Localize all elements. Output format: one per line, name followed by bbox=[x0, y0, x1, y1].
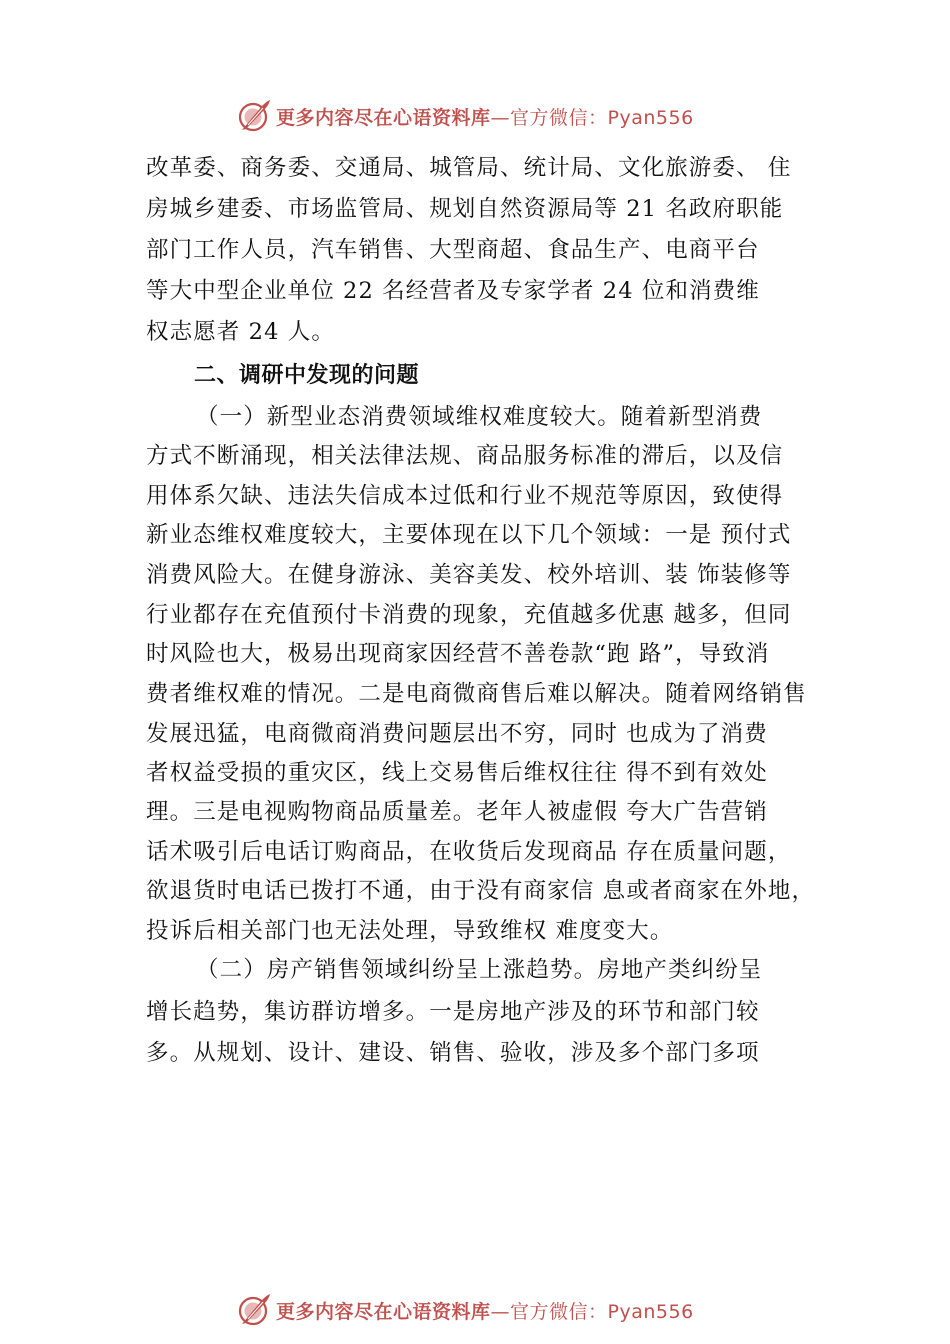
footer-watermark bbox=[236, 1290, 694, 1330]
body-line: 行业都存在充值预付卡消费的现象，充值越多优惠 越多，但同 bbox=[146, 602, 792, 628]
body-line: 新业态维权难度较大，主要体现在以下几个领域：一是 预付式 bbox=[146, 522, 792, 548]
body-line: 理。三是电视购物商品质量差。老年人被虚假 夸大广告营销 bbox=[146, 799, 768, 825]
body-line: 部门工作人员，汽车销售、大型商超、食品生产、电商平台 bbox=[146, 237, 760, 263]
body-line: 权志愿者 24 人。 bbox=[146, 319, 335, 345]
quill-pen-seal-icon bbox=[236, 98, 272, 134]
body-line: 话术吸引后电话订购商品，在收货后发现商品 存在质量问题， bbox=[146, 839, 792, 865]
section-heading: 二、调研中发现的问题 bbox=[194, 363, 420, 388]
body-line: 等大中型企业单位 22 名经营者及专家学者 24 位和消费维 bbox=[146, 278, 760, 304]
header-watermark bbox=[236, 96, 694, 136]
watermark-lead-text: 更多内容尽在心语资料库 bbox=[276, 106, 491, 129]
watermark-tail-text: —官方微信：Pyan556 bbox=[490, 1300, 694, 1323]
body-line: 多。从规划、设计、建设、销售、验收，涉及多个部门多项 bbox=[146, 1040, 760, 1066]
watermark-tail-text: —官方微信：Pyan556 bbox=[490, 106, 694, 129]
body-line: 改革委、商务委、交通局、城管局、统计局、文化旅游委、 住 bbox=[146, 155, 792, 181]
body-line: 发展迅猛，电商微商消费问题层出不穷，同时 也成为了消费 bbox=[146, 721, 768, 747]
body-line: 投诉后相关部门也无法处理，导致维权 难度变大。 bbox=[146, 918, 674, 944]
body-line: 增长趋势，集访群访增多。一是房地产涉及的环节和部门较 bbox=[146, 999, 760, 1025]
body-line: 时风险也大，极易出现商家因经营不善卷款“跑 路”，导致消 bbox=[146, 641, 770, 667]
body-line: 消费风险大。在健身游泳、美容美发、校外培训、装 饰装修等 bbox=[146, 562, 792, 588]
body-line: 者权益受损的重灾区，线上交易售后维权往往 得不到有效处 bbox=[146, 760, 768, 786]
body-line: （二）房产销售领域纠纷呈上涨趋势。房地产类纠纷呈 bbox=[196, 957, 763, 983]
body-line: 费者维权难的情况。二是电商微商售后难以解决。随着网络销售 bbox=[146, 681, 807, 707]
body-line: 房城乡建委、市场监管局、规划自然资源局等 21 名政府职能 bbox=[146, 196, 784, 222]
body-line: 欲退货时电话已拨打不通，由于没有商家信 息或者商家在外地， bbox=[146, 878, 816, 904]
watermark-lead-text: 更多内容尽在心语资料库 bbox=[276, 1300, 491, 1323]
body-line: 用体系欠缺、违法失信成本过低和行业不规范等原因，致使得 bbox=[146, 483, 784, 509]
quill-pen-seal-icon bbox=[236, 1292, 272, 1328]
body-line: 方式不断涌现，相关法律法规、商品服务标准的滞后，以及信 bbox=[146, 443, 784, 469]
body-line: （一）新型业态消费领域维权难度较大。随着新型消费 bbox=[196, 404, 763, 430]
